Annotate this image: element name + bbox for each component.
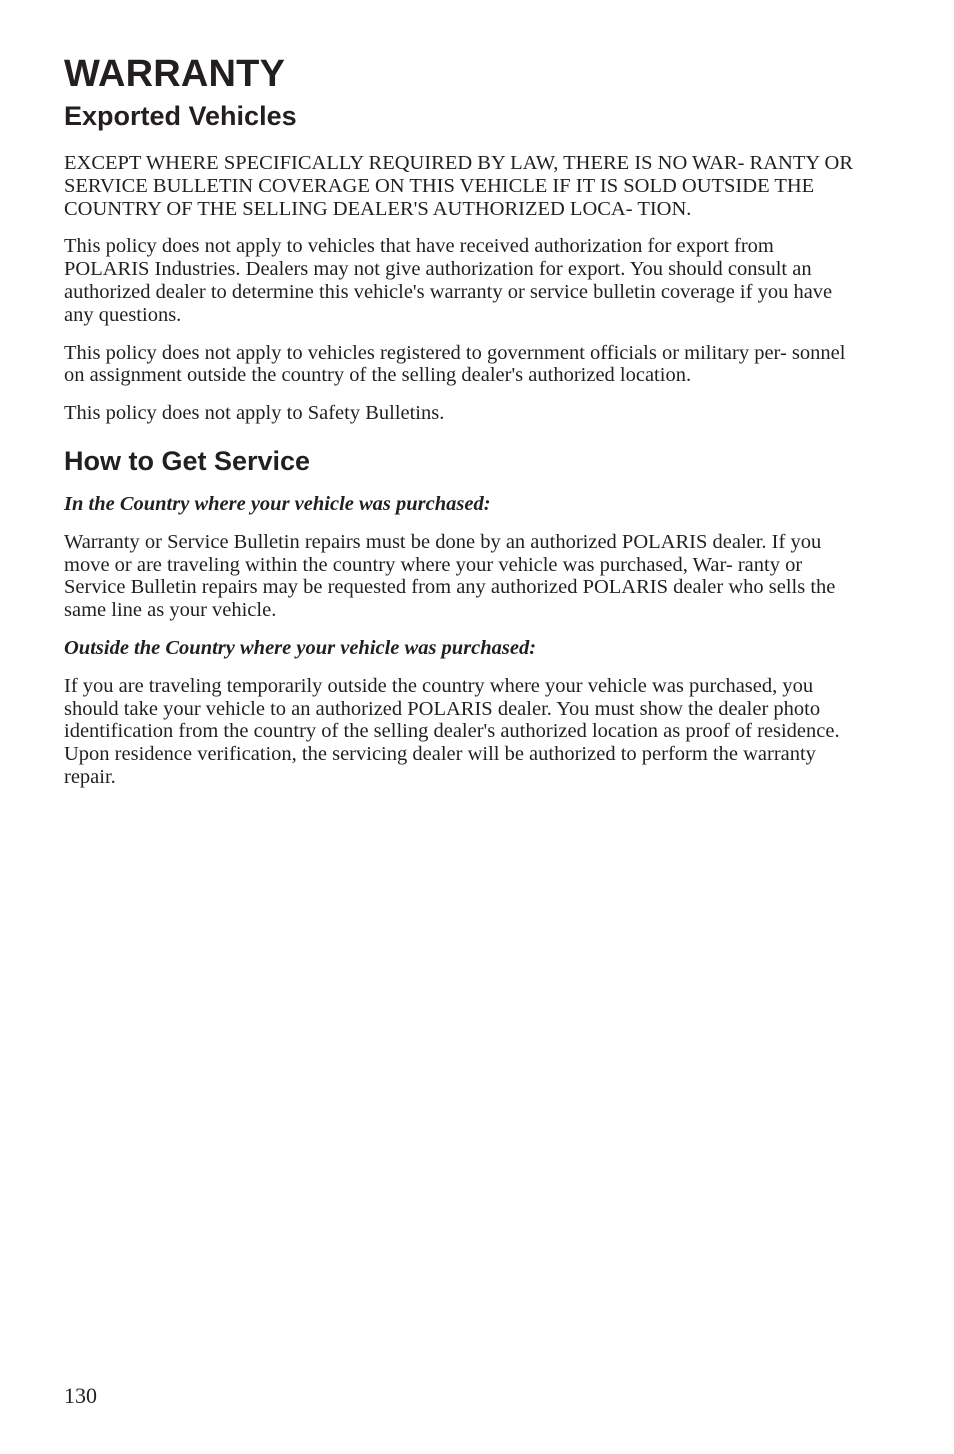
exported-vehicles-paragraph-2: This policy does not apply to vehicles that have received authorization for export from POLARIS Industries. Dealers may not give authorization for export. You should consult an authorized dealer to determine this vehicle's warranty or service bulletin coverage if you have any questions. [64,235,833,326]
in-country-text: Warranty or Service Bulletin repairs must be done by an authorized POLARIS dealer. If you move or are traveling within the country where your vehicle was purchased, War- ranty or Service Bulletin repairs may be requested from any authorized POLARIS dealer who sells the same line as your vehicle. [64,530,836,622]
in-country-heading: In the Country where your vehicle was purchased: [64,492,491,515]
outside-country-text: If you are traveling temporarily outside the country where your vehicle was purchased, you should take your vehicle to an authorized POLARIS dealer. You must show the dealer photo identification from the country of the selling dealer's authorized location as proof of residence. Upon residence verification, the servicing dealer will be authorized to perform the warranty repair. [64,674,840,788]
exported-vehicles-paragraph-3: This policy does not apply to vehicles registered to government officials or military per- sonnel on assignment outside the country of the selling dealer's authorized location. [64,341,846,387]
exported-vehicles-paragraph-1: EXCEPT WHERE SPECIFICALLY REQUIRED BY LAW, THERE IS NO WAR- RANTY OR SERVICE BULLETIN COVERAGE ON THIS VEHICLE IF IT IS SOLD OUTSIDE THE COUNTRY OF THE SELLING DEALER'S AUTHORIZED LOCA- TION. [64,152,853,220]
outside-country-heading: Outside the Country where your vehicle was purchased: [64,636,537,659]
section-title: WARRANTY [64,53,286,95]
page-number: 130 [64,1383,97,1408]
how-to-get-service-heading: How to Get Service [64,445,311,476]
page-content [64,52,864,804]
exported-vehicles-paragraph-4: This policy does not apply to Safety Bulletins. [64,402,445,425]
exported-vehicles-heading: Exported Vehicles [64,101,297,131]
